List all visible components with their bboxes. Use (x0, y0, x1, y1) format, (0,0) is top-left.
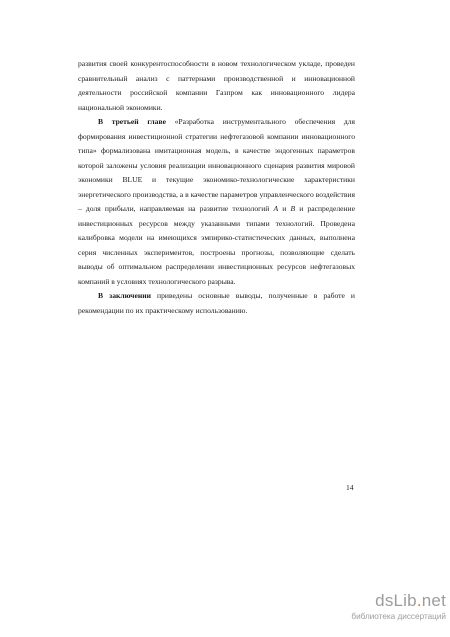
logo-ds: ds (375, 591, 394, 610)
logo-net: net (421, 591, 446, 610)
chapter-3-heading: В третьей главе (98, 117, 166, 126)
paragraph-3 (78, 289, 355, 318)
conclusion-heading: В заключении (98, 291, 151, 300)
page-number: 14 (346, 483, 354, 492)
paragraph-2-text-1: «Разработка инструментального обеспечения для формирования инвестиционной стратегии нефтегазовой компании инновационного типа» формализована имитационная модель, в качестве эндогенных параметров которой заложены условия реализации инновационного сценария развития мировой экономики BLUE и текущие экономико-технологические характеристики энергетического производства, а в качестве параметров управленческого воздействия – доля прибыли, направляемая на развитие технологий (78, 117, 355, 213)
logo-lib: Lib (393, 591, 417, 610)
technology-b-variable: B (290, 204, 296, 213)
logo-dot: . (416, 591, 422, 610)
dslib-logo[interactable] (362, 592, 446, 610)
paragraph-2-text-2: и распределение инвестиционных ресурсов между указанными типами технологий. Проведена калибровка модели на имеющихся эмпирико-статистических данных, выполнена серия численных экспериментов, построены прогнозы, позволяющие сделать выводы об оптимальном распределении инвестиционных ресурсов нефтегазовых компаний в условиях технологического разрыва. (78, 204, 355, 286)
dslib-watermark[interactable] (351, 591, 446, 621)
paragraph-3-text: приведены основные выводы, полученные в работе и рекомендации по их практическому использованию. (78, 291, 355, 315)
watermark-subtitle: библиотека диссертаций (351, 612, 446, 621)
paragraph-2-conjunction: и (278, 204, 291, 213)
paragraph-1: развития своей конкурентоспособности в новом технологическом укладе, проведен сравнительный анализ с паттернами производственной и инновационной деятельности российской компании Газпром как инновационного лидера национальной экономики. (78, 59, 355, 112)
paragraph-2 (78, 115, 355, 289)
technology-a-variable: A (273, 204, 279, 213)
page-body (78, 57, 355, 318)
